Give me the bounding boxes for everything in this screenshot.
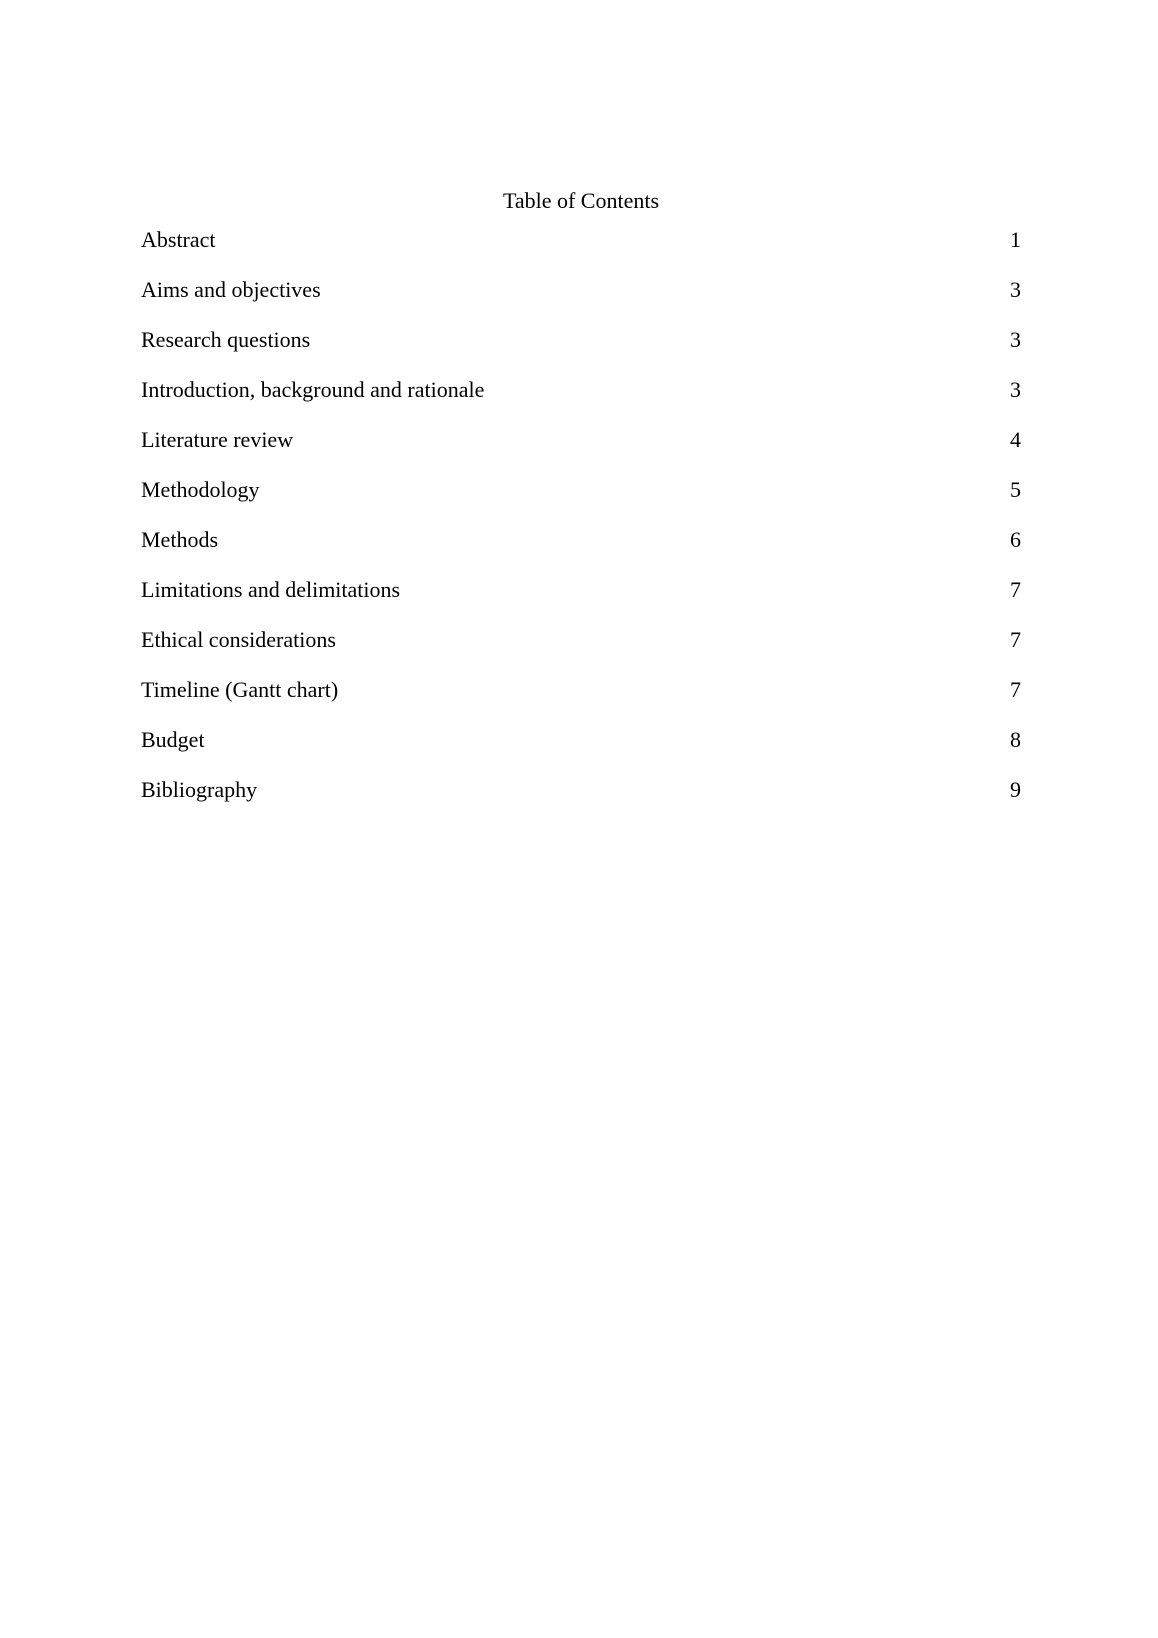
toc-entry-label: Budget [141,727,205,752]
toc-entry-methods[interactable] [141,524,1021,574]
toc-entry-page: 4 [1010,427,1021,452]
toc-title: Table of Contents [502,188,660,213]
toc-list [141,224,1021,824]
toc-entry-page: 3 [1010,327,1021,352]
toc-entry-ethical-considerations[interactable] [141,624,1021,674]
toc-entry-introduction[interactable] [141,374,1021,424]
toc-entry-aims-and-objectives[interactable] [141,274,1021,324]
toc-entry-label: Abstract [141,227,216,252]
toc-entry-research-questions[interactable] [141,324,1021,374]
toc-entry-label: Methodology [141,477,260,502]
toc-entry-label: Introduction, background and rationale [141,377,485,402]
toc-entry-label: Aims and objectives [141,277,321,302]
toc-entry-page: 3 [1010,377,1021,402]
toc-entry-label: Timeline (Gantt chart) [141,677,339,702]
toc-entry-page: 3 [1010,277,1021,302]
toc-entry-page: 6 [1010,527,1021,552]
toc-entry-methodology[interactable] [141,474,1021,524]
toc-entry-page: 9 [1010,777,1021,802]
toc-entry-page: 7 [1010,677,1021,702]
toc-entry-limitations[interactable] [141,574,1021,624]
toc-entry-label: Limitations and delimitations [141,577,401,602]
toc-entry-label: Research questions [141,327,311,352]
toc-entry-budget[interactable] [141,724,1021,774]
toc-entry-page: 1 [1010,227,1021,252]
toc-entry-timeline[interactable] [141,674,1021,724]
toc-entry-page: 5 [1010,477,1021,502]
toc-entry-label: Methods [141,527,218,552]
table-of-contents [141,184,1021,824]
toc-entry-literature-review[interactable] [141,424,1021,474]
toc-entry-label: Ethical considerations [141,627,336,652]
toc-entry-page: 8 [1010,727,1021,752]
toc-entry-abstract[interactable] [141,224,1021,274]
toc-entry-page: 7 [1010,627,1021,652]
toc-entry-page: 7 [1010,577,1021,602]
toc-entry-label: Literature review [141,427,294,452]
toc-entry-label: Bibliography [141,777,258,802]
toc-entry-bibliography[interactable] [141,774,1021,824]
